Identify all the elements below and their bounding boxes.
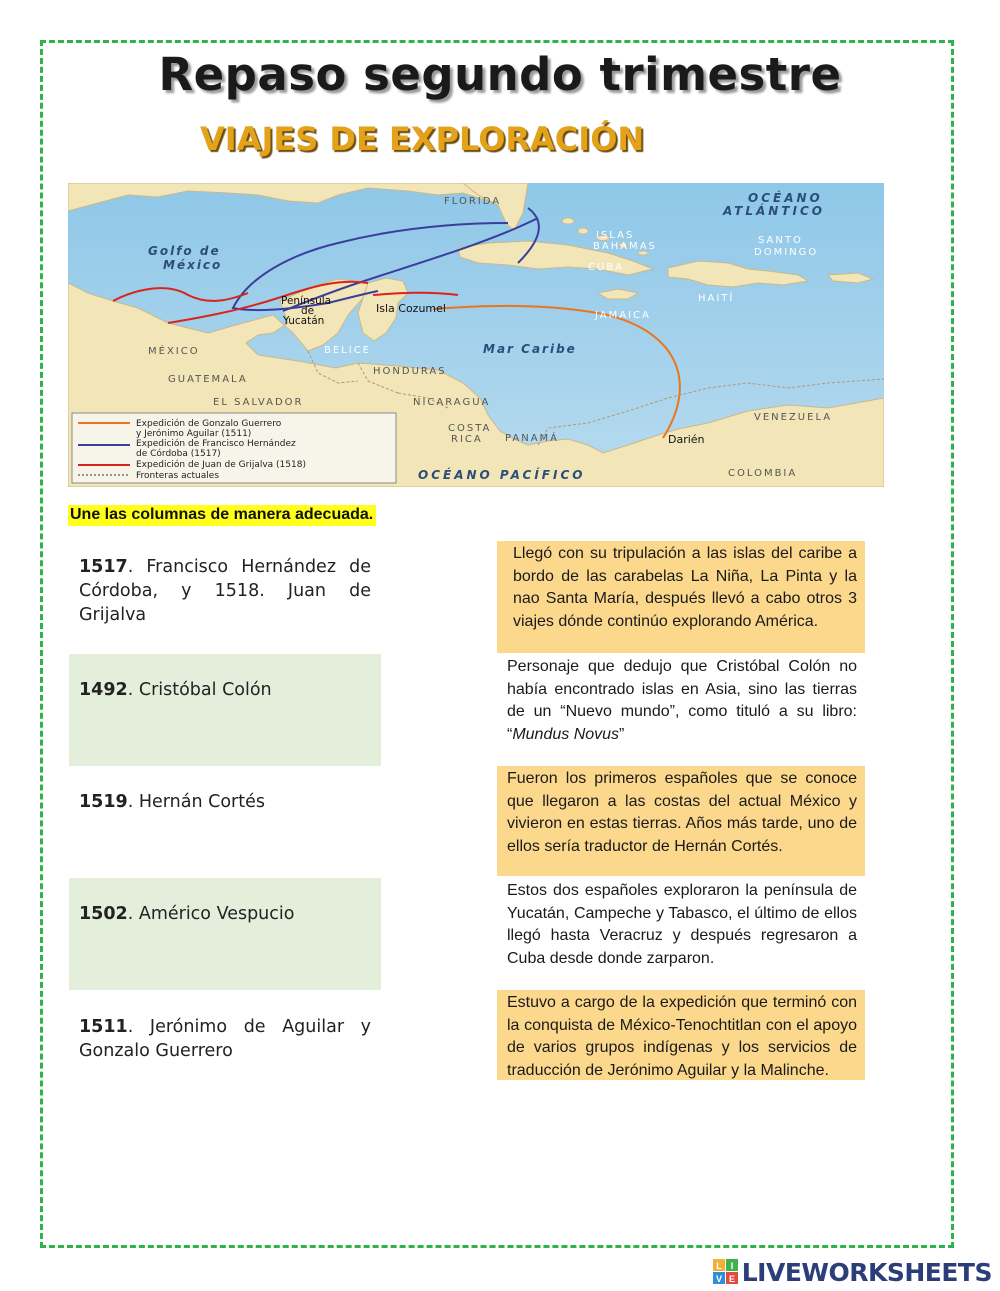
left-item-year: 1517 (79, 557, 128, 577)
left-item-year: 1511 (79, 1017, 128, 1037)
legend-text-1b: y Jerónimo Aguilar (1511) (136, 429, 252, 439)
page-title: Repaso segundo trimestre (158, 48, 842, 101)
right-item-1[interactable] (497, 541, 865, 653)
label-el-salvador: EL SALVADOR (213, 397, 304, 408)
left-item-text: . Américo Vespucio (127, 904, 295, 924)
label-costa: COSTA (448, 423, 492, 434)
label-islas: ISLAS (596, 230, 635, 241)
label-mar-caribe: Mar Caribe (483, 342, 577, 356)
label-domingo: DOMINGO (754, 247, 819, 258)
instruction-text: Une las columnas de manera adecuada. (68, 505, 376, 526)
label-panama: PANAMÁ (505, 433, 560, 444)
left-item-year: 1492 (79, 680, 128, 700)
page-subtitle: VIAJES DE EXPLORACIÓN (200, 120, 645, 158)
right-item-text-end: ” (619, 725, 625, 743)
label-oceano-pacifico: OCÉANO PACÍFICO (418, 468, 586, 482)
label-darien: Darién (668, 433, 705, 446)
label-belice: BELICE (324, 345, 371, 356)
liveworksheets-footer (713, 1257, 992, 1287)
label-golfo-1: Golfo de (148, 244, 221, 258)
right-item-2[interactable] (497, 654, 865, 750)
logo-letter-v: V (715, 1274, 722, 1284)
label-cuba: CUBA (588, 262, 625, 273)
left-item-3[interactable] (69, 766, 381, 878)
label-nicaragua: NICARAGUA (413, 397, 491, 408)
label-haiti: HAITÍ (698, 293, 735, 304)
left-item-text: . Jerónimo de Aguilar y Gonzalo Guerrero (79, 1017, 371, 1061)
right-item-3[interactable] (497, 766, 865, 876)
label-jamaica: JAMAICA (595, 310, 651, 321)
left-item-year: 1502 (79, 904, 128, 924)
label-colombia: COLOMBIA (728, 468, 798, 479)
right-item-4[interactable] (497, 878, 865, 974)
right-item-5[interactable] (497, 990, 865, 1080)
label-bahamas: BAHAMAS (593, 241, 657, 252)
left-item-text: . Francisco Hernández de Córdoba, y 1518. Juan de Grijalva (79, 557, 371, 625)
legend-text-2a: Expedición de Francisco Hernández (136, 439, 296, 449)
right-item-text: Estuvo a cargo de la expedición que terminó con la conquista de México-Tenochtitlan con el apoyo de varios grupos indígenas y los servicios de traducción de Jerónimo Aguilar y la Malinche. (507, 994, 857, 1079)
left-item-4[interactable] (69, 878, 381, 990)
label-rica: RICA (451, 434, 483, 445)
label-mexico: MÉXICO (148, 346, 200, 357)
label-florida: FLORIDA (444, 196, 502, 207)
left-item-text: . Cristóbal Colón (127, 680, 272, 700)
label-isla-cozumel: Isla Cozumel (376, 302, 446, 315)
right-item-text: Personaje que dedujo que Cristóbal Colón no había encontrado islas en Asia, sino las tierras de un “Nuevo mundo”, como tituló a su libro: “ (507, 658, 857, 743)
label-guatemala: GUATEMALA (168, 374, 248, 385)
legend-text-4: Fronteras actuales (136, 471, 220, 481)
right-item-text: Estos dos españoles exploraron la península de Yucatán, Campeche y Tabasco, el último de ellos llegó hasta Veracruz y después regresaron a Cuba desde donde zarparon. (507, 882, 857, 967)
exploration-map (68, 183, 884, 487)
left-item-year: 1519 (79, 792, 128, 812)
right-item-text: Llegó con su tripulación a las islas del caribe a bordo de las carabelas La Niña, La Pinta y la nao Santa María, después llevó a cabo otros 3 viajes dónde continúo explorando América. (513, 545, 857, 630)
logo-letter-e: E (728, 1274, 735, 1284)
label-venezuela: VENEZUELA (754, 412, 833, 423)
liveworksheets-logo-icon (713, 1259, 739, 1285)
legend-text-1a: Expedición de Gonzalo Guerrero (136, 419, 282, 429)
legend-text-3: Expedición de Juan de Grijalva (1518) (136, 460, 306, 470)
legend-text-2b: de Córdoba (1517) (136, 449, 221, 459)
label-oceano-atl-2: ATLÁNTICO (723, 204, 825, 218)
label-peninsula-1: Península (281, 295, 332, 307)
left-item-1[interactable] (69, 541, 381, 653)
left-item-5[interactable] (69, 990, 381, 1102)
label-golfo-2: México (163, 258, 223, 272)
label-peninsula-2: de (301, 305, 315, 317)
label-oceano-atl-1: OCÉANO (748, 191, 823, 205)
label-peninsula-3: Yucatán (283, 315, 325, 327)
label-honduras: HONDURAS (373, 366, 447, 377)
logo-letter-l: L (715, 1261, 722, 1271)
label-santo: SANTO (758, 235, 803, 246)
liveworksheets-brand: LIVEWORKSHEETS (741, 1257, 992, 1287)
logo-letter-i: I (730, 1261, 733, 1271)
right-item-italic: Mundus Novus (512, 725, 620, 743)
left-item-text: . Hernán Cortés (127, 792, 265, 812)
right-item-text: Fueron los primeros españoles que se conoce que llegaron a las costas del actual México y vivieron en estas tierras. Años más tarde, uno de ellos sería traductor de Hernán Cortés. (507, 770, 857, 855)
left-item-2[interactable] (69, 654, 381, 766)
